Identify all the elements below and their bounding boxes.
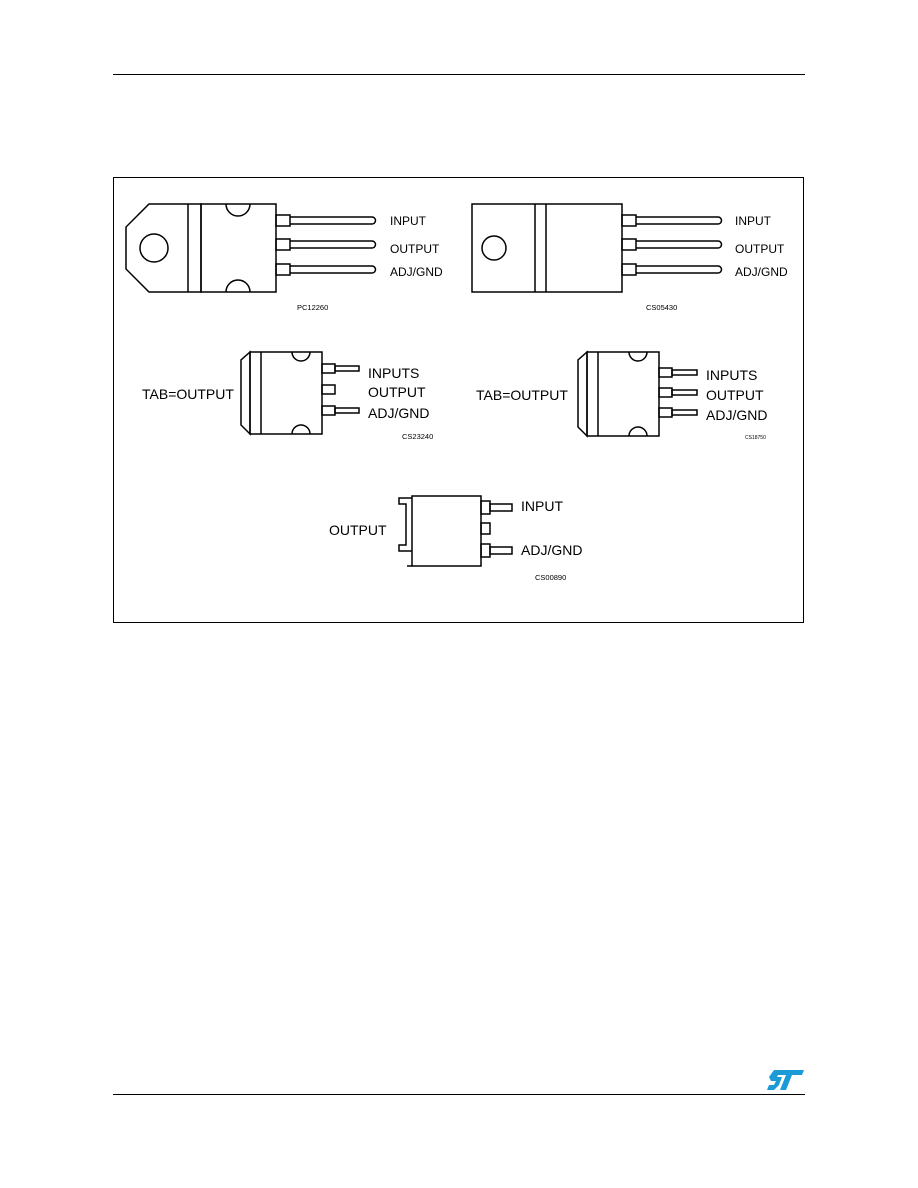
tab-label: OUTPUT: [329, 522, 387, 538]
package-to220fp: [472, 204, 722, 292]
st-logo-mark: [767, 1070, 804, 1090]
tab-label: TAB=OUTPUT: [142, 386, 234, 402]
package-code: CS00890: [535, 573, 567, 582]
package-pinout-figure: [113, 177, 804, 623]
pin-label: OUTPUT: [368, 384, 426, 400]
package-dpak: [399, 496, 512, 566]
package-d2pak-left: [241, 352, 359, 434]
package-to220-notched: [126, 204, 376, 292]
pin-label: ADJ/GND: [368, 405, 430, 421]
package-code: CS23240: [402, 432, 434, 441]
pin-label: ADJ/GND: [706, 407, 768, 423]
pin-label: ADJ/GND: [735, 265, 788, 279]
tab-label: TAB=OUTPUT: [476, 387, 568, 403]
pin-label: ADJ/GND: [390, 265, 443, 279]
st-logo-icon: [766, 1068, 806, 1092]
pin-label: ADJ/GND: [521, 542, 583, 558]
package-code: CS05430: [646, 303, 678, 312]
pin-label: INPUT: [390, 214, 426, 228]
package-code: CS18750: [745, 435, 766, 441]
footer-rule: [113, 1094, 805, 1095]
package-code: PC12260: [297, 303, 329, 312]
pin-label: OUTPUT: [706, 387, 764, 403]
package-d2pak-right: [578, 352, 697, 436]
pin-label: OUTPUT: [735, 242, 785, 256]
pin-label: INPUTS: [706, 367, 758, 383]
pin-label: OUTPUT: [390, 242, 440, 256]
pin-label: INPUT: [735, 214, 771, 228]
pin-label: INPUT: [521, 498, 563, 514]
header-rule: [113, 74, 805, 75]
pin-label: INPUTS: [368, 365, 420, 381]
